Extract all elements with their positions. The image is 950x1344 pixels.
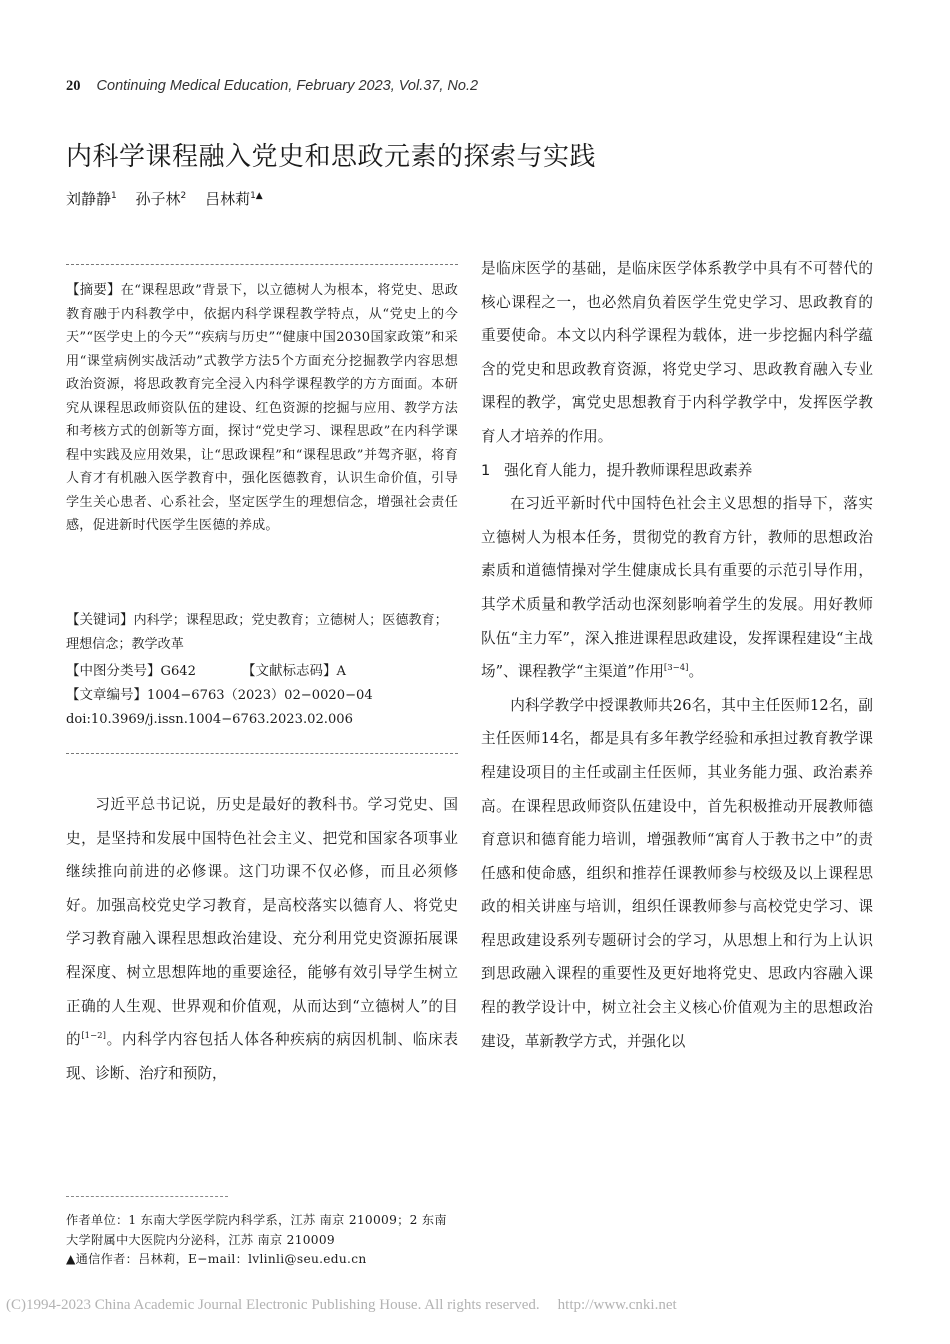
journal-citation: Continuing Medical Education, February 2023, Vol.37, No.2	[96, 78, 479, 94]
citation-ref[interactable]: [3−4]	[663, 663, 689, 674]
doi: doi:10.3969/j.issn.1004−6763.2023.02.006	[66, 712, 353, 727]
classification-row	[66, 660, 458, 684]
page-number: 20	[66, 78, 81, 94]
corresponding-author: ▲通信作者：吕林莉，E−mail：lvlinli@seu.edu.cn	[66, 1252, 367, 1266]
citation-ref[interactable]: [1−2]	[81, 1031, 106, 1042]
author: 吕林莉$^{1▲}$	[205, 190, 263, 208]
keywords-text: 内科学；课程思政；党史教育；立德树人；医德教育；理想信念；教学改革	[66, 613, 448, 652]
copyright-watermark: (C)1994-2023 China Academic Journal Electronic Publishing House. All rights reserved. http://www.cnki.net	[6, 1297, 677, 1313]
intro-paragraph: 习近平总书记说，历史是最好的教科书。学习党史、国史，是坚持和发展中国特色社会主义、把党和国家各项事业继续推向前进的必修课。这门功课不仅必修，而且必须修好。加强高校党史学习教育，是高校落实以德育人、将党史学习教育融入课程思想政治建设、充分利用党史资源拓展课程深度、树立思想阵地的重要途径，能够有效引导学生树立正确的人生观、世界观和价值观，从而达到“立德树人”的目的[1−2]。内科学内容包括人体各种疾病的病因机制、临床表现、诊断、治疗和预防，	[66, 796, 458, 1082]
clc-value: G642	[160, 664, 196, 679]
intro-continuation: 是临床医学的基础，是临床医学体系教学中具有不可替代的核心课程之一，也必然肩负着医学生党史学习、思政教育的重要使命。本文以内科学课程为载体，进一步挖掘内科学蕴含的党史和思政教育资源，将党史学习、思政教育融入专业课程的教学，寓党史思想教育于内科学教学中，发挥医学教育人才培养的作用。	[481, 260, 873, 445]
right-column	[481, 252, 873, 1058]
doc-code	[242, 660, 346, 684]
abstract-text: 在“课程思政”背景下，以立德树人为根本，将党史、思政教育融于内科教学中，依据内科学课程教学特点，从“党史上的今天”“医学史上的今天”“疾病与历史”“健康中国2030国家政策”和采用“课堂病例实战活动”式教学方法5个方面充分挖掘教学内容思想政治资源，将思政教育完全浸入内科学课程教学的方方面面。本研究从课程思政师资队伍的建设、红色资源的挖掘与应用、教学方法和考核方式的创新等方面，探讨“党史学习、课程思政”在内科学课程中实践及应用效果，让“思政课程”和“课程思政”并驾齐驱，将育人育才有机融入医学教育中，强化医德教育，认识生命价值，引导学生关心患者、心系社会，坚定医学生的理想信念，增强社会责任感，促进新时代医学生医德的养成。	[66, 283, 459, 533]
clc-label: 【中图分类号】	[66, 663, 161, 679]
section-title: 强化育人能力，提升教师课程思政素养	[504, 461, 753, 479]
keywords-label: 【关键词】	[66, 612, 134, 628]
article-number	[66, 684, 373, 708]
running-header	[66, 78, 478, 95]
abstract-box	[66, 264, 458, 754]
section-heading	[481, 454, 873, 488]
section-number: 1	[481, 461, 491, 479]
body-paragraph: 在习近平新时代中国特色社会主义思想的指导下，落实立德树人为根本任务，贯彻党的教育方针，教师的思想政治素质和道德情操对学生健康成长具有重要的示范引导作用，其学术质量和教学活动也深刻影响着学生的发展。用好教师队伍“主力军”，深入推进课程思政建设，发挥课程建设“主战场”、课程教学“主渠道”作用[3−4]。	[481, 495, 873, 681]
cnki-link[interactable]: http://www.cnki.net	[557, 1297, 677, 1313]
article-number-label: 【文章编号】	[66, 687, 147, 703]
author-list	[66, 188, 277, 209]
doc-code-label: 【文献标志码】	[242, 663, 337, 679]
keywords	[66, 609, 458, 656]
abstract-label: 【摘要】	[66, 282, 121, 298]
article-number-value: 1004−6763（2023）02−0020−04	[147, 688, 373, 703]
footnote	[66, 1211, 458, 1270]
footnote-divider	[66, 1196, 228, 1197]
author: 孙子林$^2$	[135, 190, 187, 208]
body-paragraph: 内科学教学中授课教师共26名，其中主任医师12名，副主任医师14名，都是具有多年教学经验和承担过教育教学课程建设项目的主任或副主任医师，其业务能力强、政治素养高。在课程思政师资队伍建设中，首先积极推动开展教师德育意识和德育能力培训，增强教师“寓育人于教书之中”的责任感和使命感，组织和推荐任课教师参与校级及以上课程思政的相关讲座与培训，组织任课教师参与高校党史学习、课程思政建设系列专题研讨会的学习，从思想上和行为上认识到思政融入课程的重要性及更好地将党史、思政内容融入课程的教学设计中，树立社会主义核心价值观为主的思想政治建设，革新教学方式，并强化以	[481, 696, 873, 1050]
author-affiliation: 作者单位：1 东南大学医学院内科学系，江苏 南京 210009；2 东南大学附属中大医院内分泌科，江苏 南京 210009	[66, 1213, 447, 1247]
abstract	[66, 279, 458, 538]
author: 刘静静$^1$	[66, 190, 117, 208]
doc-code-value: A	[336, 664, 346, 679]
article-title: 内科学课程融入党史和思政元素的探索与实践	[66, 142, 597, 172]
